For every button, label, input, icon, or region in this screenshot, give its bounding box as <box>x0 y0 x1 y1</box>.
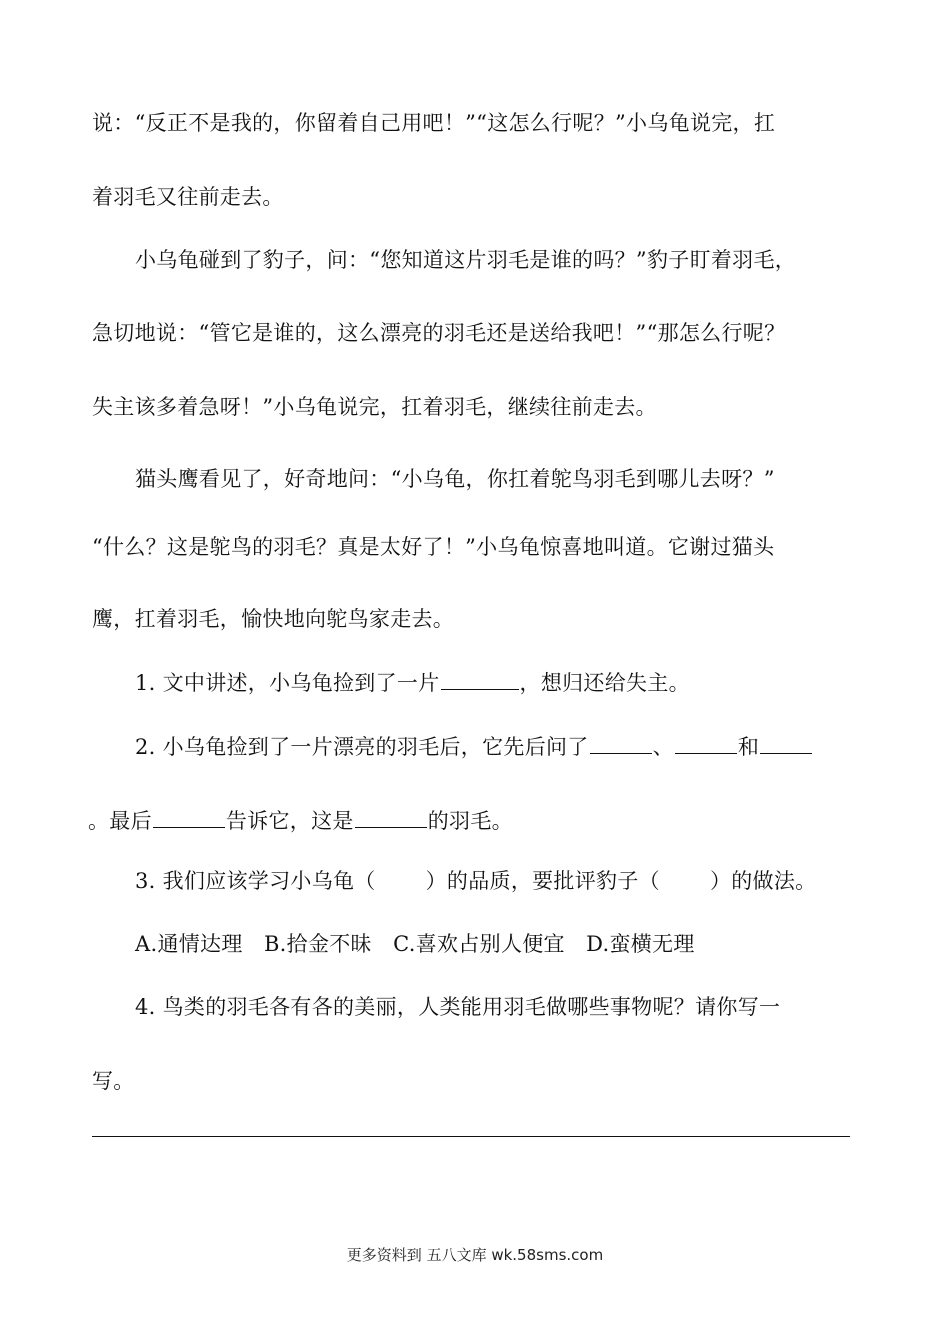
story-line-1: 说：“反正不是我的，你留着自己用吧！”“这怎么行呢？”小乌龟说完，扛 <box>92 111 776 135</box>
story-line-2: 着羽毛又往前走去。 <box>92 185 284 209</box>
answer-blank[interactable] <box>675 731 737 754</box>
answer-blank[interactable] <box>355 805 427 828</box>
question-2-cont <box>88 805 513 836</box>
story-line-8: 鹰，扛着羽毛，愉快地向鸵鸟家走去。 <box>92 607 455 631</box>
question-2-text: 。最后 <box>88 809 152 833</box>
question-1 <box>135 667 690 698</box>
footer-text: 更多资料到 五八文库 wk.58sms.com <box>346 1246 604 1264</box>
story-line-5: 失主该多着急呀！”小乌龟说完，扛着羽毛，继续往前走去。 <box>92 395 657 419</box>
answer-line[interactable] <box>92 1136 850 1137</box>
answer-blank[interactable] <box>153 805 225 828</box>
answer-blank[interactable] <box>590 731 652 754</box>
question-3-text: ）的做法。 <box>709 869 817 893</box>
answer-blank[interactable] <box>441 667 519 690</box>
question-2 <box>135 731 813 762</box>
question-2-text: 告诉它，这是 <box>225 809 354 833</box>
question-1-text-end: ，想归还给失主。 <box>519 671 690 695</box>
question-4-cont: 写。 <box>92 1069 135 1093</box>
question-2-sep: 、 <box>652 735 674 759</box>
question-2-text: 2. 小乌龟捡到了一片漂亮的羽毛后，它先后问了 <box>135 735 589 759</box>
question-3 <box>135 866 816 896</box>
question-3-options: A.通情达理 B.拾金不昧 C.喜欢占别人便宜 D.蛮横无理 <box>135 932 695 956</box>
question-1-text: 1. 文中讲述，小乌龟捡到了一片 <box>135 671 440 695</box>
story-line-4: 急切地说：“管它是谁的，这么漂亮的羽毛还是送给我吧！”“那怎么行呢？ <box>92 321 786 345</box>
story-line-6: 猫头鹰看见了，好奇地问：“小乌龟，你扛着鸵鸟羽毛到哪儿去呀？” <box>135 467 775 491</box>
answer-blank[interactable] <box>760 731 812 754</box>
question-2-sep: 和 <box>737 735 760 759</box>
story-line-3: 小乌龟碰到了豹子，问：“您知道这片羽毛是谁的吗？”豹子盯着羽毛， <box>135 248 797 272</box>
story-line-7: “什么？这是鸵鸟的羽毛？真是太好了！”小乌龟惊喜地叫道。它谢过猫头 <box>92 535 775 559</box>
question-3-text: 3. 我们应该学习小乌龟（ <box>135 869 376 893</box>
question-4: 4. 鸟类的羽毛各有各的美丽，人类能用羽毛做哪些事物呢？请你写一 <box>135 995 781 1019</box>
question-3-text: ）的品质，要批评豹子（ <box>425 869 660 893</box>
question-2-text: 的羽毛。 <box>427 809 513 833</box>
